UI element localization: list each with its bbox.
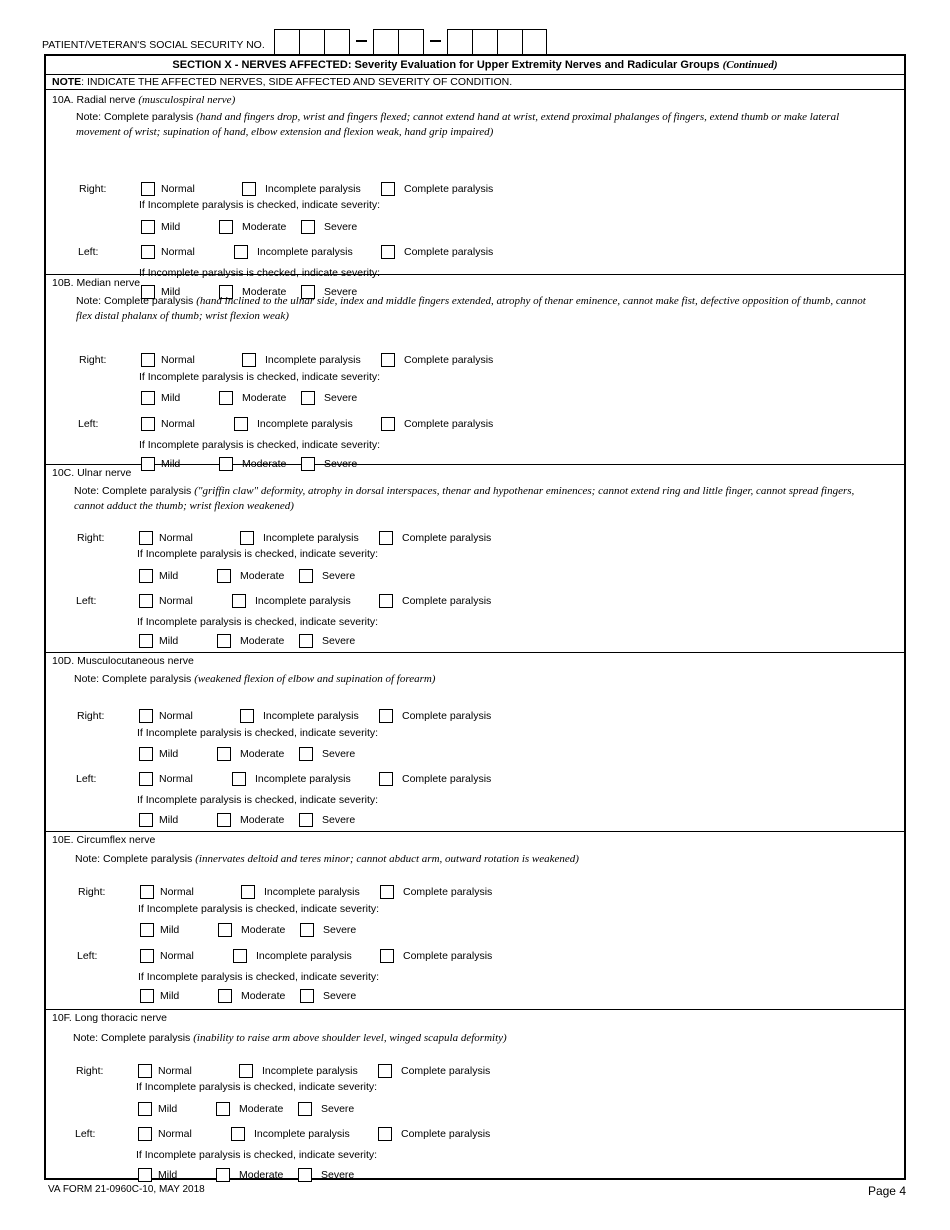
right-incomplete-label: Incomplete paralysis — [265, 183, 361, 195]
right-severe-checkbox[interactable] — [298, 1102, 312, 1116]
right-normal-label: Normal — [158, 1065, 192, 1077]
right-incomplete-checkbox[interactable] — [242, 182, 256, 196]
right-label: Right: — [76, 1065, 104, 1077]
right-complete-checkbox[interactable] — [379, 531, 393, 545]
left-severity-instruction: If Incomplete paralysis is checked, indicate severity: — [137, 794, 379, 806]
right-normal-checkbox[interactable] — [141, 182, 155, 196]
left-severity-instruction: If Incomplete paralysis is checked, indicate severity: — [137, 616, 379, 628]
nerve-note — [76, 110, 878, 140]
nerve-section-10c — [46, 464, 904, 653]
right-incomplete-label: Incomplete paralysis — [262, 1065, 358, 1077]
nerve-name: 10B. Median nerve — [52, 277, 141, 289]
nerve-section-10d — [46, 652, 904, 832]
note-label: NOTE — [52, 76, 82, 88]
right-complete-label: Complete paralysis — [404, 354, 494, 366]
right-moderate-label: Moderate — [241, 924, 286, 936]
left-severe-label: Severe — [323, 990, 357, 1002]
left-mild-label: Mild — [159, 635, 179, 647]
left-normal-checkbox[interactable] — [141, 245, 155, 259]
left-normal-label: Normal — [161, 246, 195, 258]
left-moderate-label: Moderate — [242, 458, 287, 470]
left-incomplete-checkbox[interactable] — [231, 1127, 245, 1141]
nerve-note — [74, 672, 878, 687]
left-complete-label: Complete paralysis — [404, 246, 494, 258]
section-title-suffix: (Continued) — [722, 59, 778, 71]
left-incomplete-label: Incomplete paralysis — [254, 1128, 350, 1140]
left-severity-instruction: If Incomplete paralysis is checked, indicate severity: — [136, 1149, 378, 1161]
nerve-name: 10A. Radial nerve — [52, 94, 139, 106]
left-mild-label: Mild — [158, 1169, 178, 1181]
ssn-digit-3[interactable] — [324, 29, 349, 54]
left-normal-label: Normal — [159, 595, 193, 607]
right-severe-label: Severe — [322, 570, 356, 582]
left-moderate-label: Moderate — [240, 635, 285, 647]
right-normal-label: Normal — [160, 886, 194, 898]
ssn-input[interactable] — [274, 28, 547, 54]
right-mild-label: Mild — [158, 1103, 178, 1115]
right-complete-label: Complete paralysis — [402, 710, 492, 722]
nerve-name: 10D. Musculocutaneous nerve — [52, 655, 194, 667]
right-moderate-label: Moderate — [242, 392, 287, 404]
right-moderate-checkbox[interactable] — [219, 391, 233, 405]
ssn-digit-2[interactable] — [299, 29, 324, 54]
section-title — [46, 56, 904, 75]
ssn-dash — [349, 29, 373, 54]
right-incomplete-checkbox[interactable] — [240, 709, 254, 723]
right-severe-label: Severe — [324, 392, 358, 404]
right-incomplete-label: Incomplete paralysis — [265, 354, 361, 366]
right-severity-instruction: If Incomplete paralysis is checked, indicate severity: — [137, 548, 379, 560]
left-severe-label: Severe — [322, 635, 356, 647]
left-incomplete-label: Incomplete paralysis — [257, 418, 353, 430]
left-mild-checkbox[interactable] — [139, 634, 153, 648]
ssn-digit-6[interactable] — [447, 29, 472, 54]
left-label: Left: — [75, 1128, 96, 1140]
ssn-digit-9[interactable] — [522, 29, 547, 54]
form-section — [44, 54, 906, 1180]
left-incomplete-checkbox[interactable] — [234, 245, 248, 259]
nerve-note — [74, 484, 878, 514]
left-mild-label: Mild — [161, 458, 181, 470]
page-number: Page 4 — [867, 1184, 906, 1198]
left-severe-checkbox[interactable] — [299, 634, 313, 648]
right-mild-checkbox[interactable] — [139, 747, 153, 761]
nerve-note — [75, 852, 878, 867]
left-mild-label: Mild — [160, 990, 180, 1002]
left-incomplete-checkbox[interactable] — [232, 772, 246, 786]
right-complete-checkbox[interactable] — [381, 182, 395, 196]
right-severe-label: Severe — [322, 748, 356, 760]
left-moderate-checkbox[interactable] — [217, 634, 231, 648]
left-moderate-label: Moderate — [239, 1169, 284, 1181]
right-mild-label: Mild — [159, 570, 179, 582]
left-complete-checkbox[interactable] — [378, 1127, 392, 1141]
left-severe-checkbox[interactable] — [300, 989, 314, 1003]
left-normal-checkbox[interactable] — [139, 772, 153, 786]
right-normal-label: Normal — [159, 532, 193, 544]
right-normal-checkbox[interactable] — [140, 885, 154, 899]
right-incomplete-checkbox[interactable] — [240, 531, 254, 545]
right-moderate-checkbox[interactable] — [217, 569, 231, 583]
nerve-section-10e — [46, 831, 904, 1010]
left-mild-checkbox[interactable] — [139, 813, 153, 827]
ssn-row — [42, 28, 547, 54]
right-mild-checkbox[interactable] — [138, 1102, 152, 1116]
nerve-section-10f — [46, 1009, 904, 1181]
left-normal-checkbox[interactable] — [140, 949, 154, 963]
section-title-text: SECTION X - NERVES AFFECTED: Severity Evaluation for Upper Extremity Nerves and Radicular Groups — [172, 59, 720, 71]
right-moderate-label: Moderate — [240, 570, 285, 582]
nerve-title — [52, 655, 194, 667]
left-incomplete-checkbox[interactable] — [234, 417, 248, 431]
right-incomplete-label: Incomplete paralysis — [263, 710, 359, 722]
right-complete-checkbox[interactable] — [380, 885, 394, 899]
nerve-title — [52, 94, 235, 106]
right-severe-checkbox[interactable] — [299, 747, 313, 761]
right-label: Right: — [79, 354, 107, 366]
left-moderate-label: Moderate — [242, 286, 287, 298]
right-severe-checkbox[interactable] — [301, 391, 315, 405]
right-incomplete-label: Incomplete paralysis — [264, 886, 360, 898]
right-complete-checkbox[interactable] — [379, 709, 393, 723]
right-incomplete-label: Incomplete paralysis — [263, 532, 359, 544]
left-normal-checkbox[interactable] — [141, 417, 155, 431]
left-complete-label: Complete paralysis — [402, 773, 492, 785]
left-complete-label: Complete paralysis — [402, 595, 492, 607]
nerve-note — [73, 1031, 878, 1046]
left-moderate-label: Moderate — [241, 990, 286, 1002]
right-mild-label: Mild — [161, 392, 181, 404]
right-label: Right: — [77, 532, 105, 544]
note-detail: (innervates deltoid and teres minor; cannot abduct arm, outward rotation is weakened) — [195, 853, 579, 865]
right-complete-label: Complete paralysis — [404, 183, 494, 195]
left-severe-checkbox[interactable] — [299, 813, 313, 827]
nerve-title — [52, 277, 140, 289]
left-incomplete-label: Incomplete paralysis — [255, 595, 351, 607]
right-normal-checkbox[interactable] — [141, 353, 155, 367]
ssn-digit-8[interactable] — [497, 29, 522, 54]
right-severe-checkbox[interactable] — [300, 923, 314, 937]
left-moderate-checkbox[interactable] — [216, 1168, 230, 1182]
right-complete-checkbox[interactable] — [378, 1064, 392, 1078]
right-severity-instruction: If Incomplete paralysis is checked, indicate severity: — [139, 371, 381, 383]
ssn-dash — [423, 29, 447, 54]
right-severity-instruction: If Incomplete paralysis is checked, indicate severity: — [139, 199, 381, 211]
left-severe-label: Severe — [321, 1169, 355, 1181]
left-label: Left: — [78, 246, 99, 258]
note-prefix: Note: Complete paralysis — [76, 295, 197, 307]
right-moderate-checkbox[interactable] — [219, 220, 233, 234]
note-prefix: Note: Complete paralysis — [75, 853, 196, 865]
right-label: Right: — [79, 183, 107, 195]
left-incomplete-label: Incomplete paralysis — [256, 950, 352, 962]
left-normal-label: Normal — [158, 1128, 192, 1140]
right-mild-checkbox[interactable] — [141, 220, 155, 234]
note-detail: ("griffin claw" deformity, atrophy in dorsal interspaces, thenar and hypothenar eminences; cannot extend ring and little finger, cannot spread fingers, cannot adduct the thumb; wrist flexion weakened) — [74, 485, 855, 512]
right-severe-label: Severe — [321, 1103, 355, 1115]
note-prefix: Note: Complete paralysis — [74, 485, 195, 497]
note-detail: (inability to raise arm above shoulder level, winged scapula deformity) — [193, 1032, 507, 1044]
nerve-name: 10F. Long thoracic nerve — [52, 1012, 167, 1024]
right-severity-instruction: If Incomplete paralysis is checked, indicate severity: — [138, 903, 380, 915]
left-incomplete-label: Incomplete paralysis — [257, 246, 353, 258]
left-complete-checkbox[interactable] — [379, 594, 393, 608]
left-complete-checkbox[interactable] — [381, 245, 395, 259]
left-mild-checkbox[interactable] — [138, 1168, 152, 1182]
right-mild-checkbox[interactable] — [139, 569, 153, 583]
left-mild-label: Mild — [161, 286, 181, 298]
right-moderate-checkbox[interactable] — [218, 923, 232, 937]
ssn-digit-7[interactable] — [472, 29, 497, 54]
left-mild-checkbox[interactable] — [140, 989, 154, 1003]
left-severity-instruction: If Incomplete paralysis is checked, indicate severity: — [139, 267, 381, 279]
right-mild-label: Mild — [159, 748, 179, 760]
right-mild-checkbox[interactable] — [140, 923, 154, 937]
right-mild-label: Mild — [161, 221, 181, 233]
note-prefix: Note: Complete paralysis — [76, 111, 197, 123]
note-text: : INDICATE THE AFFECTED NERVES, SIDE AFFECTED AND SEVERITY OF CONDITION. — [81, 76, 513, 88]
left-normal-label: Normal — [159, 773, 193, 785]
right-complete-label: Complete paralysis — [401, 1065, 491, 1077]
right-incomplete-checkbox[interactable] — [242, 353, 256, 367]
note-detail: (weakened flexion of elbow and supination of forearm) — [194, 673, 436, 685]
nerve-title — [52, 467, 131, 479]
note-prefix: Note: Complete paralysis — [74, 673, 195, 685]
ssn-digit-5[interactable] — [398, 29, 423, 54]
nerve-section-10b — [46, 274, 904, 470]
left-label: Left: — [77, 950, 98, 962]
ssn-digit-1[interactable] — [274, 29, 299, 54]
left-label: Left: — [76, 773, 97, 785]
left-severe-checkbox[interactable] — [298, 1168, 312, 1182]
left-complete-label: Complete paralysis — [403, 950, 493, 962]
right-normal-label: Normal — [161, 183, 195, 195]
right-normal-checkbox[interactable] — [139, 531, 153, 545]
right-incomplete-checkbox[interactable] — [239, 1064, 253, 1078]
right-severity-instruction: If Incomplete paralysis is checked, indicate severity: — [136, 1081, 378, 1093]
right-complete-label: Complete paralysis — [403, 886, 493, 898]
left-label: Left: — [78, 418, 99, 430]
left-moderate-checkbox[interactable] — [218, 989, 232, 1003]
right-complete-label: Complete paralysis — [402, 532, 492, 544]
right-label: Right: — [77, 710, 105, 722]
right-severe-checkbox[interactable] — [299, 569, 313, 583]
right-moderate-checkbox[interactable] — [216, 1102, 230, 1116]
note-detail: (hand and fingers drop, wrist and fingers flexed; cannot extend hand at wrist, extend proximal phalanges of fingers, extend thumb or make lateral movement of wrist; supination of hand, elbow extension and flexion weak, hand grip impaired) — [76, 111, 840, 138]
left-incomplete-checkbox[interactable] — [232, 594, 246, 608]
right-moderate-checkbox[interactable] — [217, 747, 231, 761]
right-normal-label: Normal — [159, 710, 193, 722]
left-incomplete-checkbox[interactable] — [233, 949, 247, 963]
left-severe-label: Severe — [322, 814, 356, 826]
left-moderate-checkbox[interactable] — [217, 813, 231, 827]
nerve-name: 10E. Circumflex nerve — [52, 834, 156, 846]
note-detail: (hand inclined to the ulnar side, index and middle fingers extended, atrophy of thenar eminence, cannot make fist, defective opposition of thumb, cannot flex distal phalanx of thumb; wrist flexion weak) — [76, 295, 866, 322]
left-severe-label: Severe — [324, 286, 358, 298]
note-prefix: Note: Complete paralysis — [73, 1032, 194, 1044]
section-note — [46, 75, 904, 90]
right-severe-label: Severe — [323, 924, 357, 936]
nerve-name-italic: (musculospiral nerve) — [138, 94, 236, 106]
right-normal-checkbox[interactable] — [139, 709, 153, 723]
right-normal-label: Normal — [161, 354, 195, 366]
left-label: Left: — [76, 595, 97, 607]
left-severity-instruction: If Incomplete paralysis is checked, indicate severity: — [138, 971, 380, 983]
right-label: Right: — [78, 886, 106, 898]
left-normal-label: Normal — [160, 950, 194, 962]
left-normal-label: Normal — [161, 418, 195, 430]
nerve-name: 10C. Ulnar nerve — [52, 467, 132, 479]
nerve-note — [76, 294, 878, 324]
left-severe-label: Severe — [324, 458, 358, 470]
right-severe-label: Severe — [324, 221, 358, 233]
right-normal-checkbox[interactable] — [138, 1064, 152, 1078]
ssn-digit-4[interactable] — [373, 29, 398, 54]
right-moderate-label: Moderate — [240, 748, 285, 760]
left-complete-checkbox[interactable] — [380, 949, 394, 963]
left-normal-checkbox[interactable] — [138, 1127, 152, 1141]
left-normal-checkbox[interactable] — [139, 594, 153, 608]
right-complete-checkbox[interactable] — [381, 353, 395, 367]
right-mild-label: Mild — [160, 924, 180, 936]
ssn-label: PATIENT/VETERAN'S SOCIAL SECURITY NO. — [42, 39, 265, 51]
left-complete-label: Complete paralysis — [404, 418, 494, 430]
right-severity-instruction: If Incomplete paralysis is checked, indicate severity: — [137, 727, 379, 739]
left-severity-instruction: If Incomplete paralysis is checked, indicate severity: — [139, 439, 381, 451]
right-moderate-label: Moderate — [239, 1103, 284, 1115]
right-mild-checkbox[interactable] — [141, 391, 155, 405]
nerve-title — [52, 834, 155, 846]
right-moderate-label: Moderate — [242, 221, 287, 233]
left-complete-label: Complete paralysis — [401, 1128, 491, 1140]
nerve-title — [52, 1012, 167, 1024]
left-mild-label: Mild — [159, 814, 179, 826]
left-complete-checkbox[interactable] — [381, 417, 395, 431]
form-id: VA FORM 21-0960C-10, MAY 2018 — [48, 1184, 205, 1195]
left-moderate-label: Moderate — [240, 814, 285, 826]
right-incomplete-checkbox[interactable] — [241, 885, 255, 899]
right-severe-checkbox[interactable] — [301, 220, 315, 234]
left-incomplete-label: Incomplete paralysis — [255, 773, 351, 785]
left-complete-checkbox[interactable] — [379, 772, 393, 786]
